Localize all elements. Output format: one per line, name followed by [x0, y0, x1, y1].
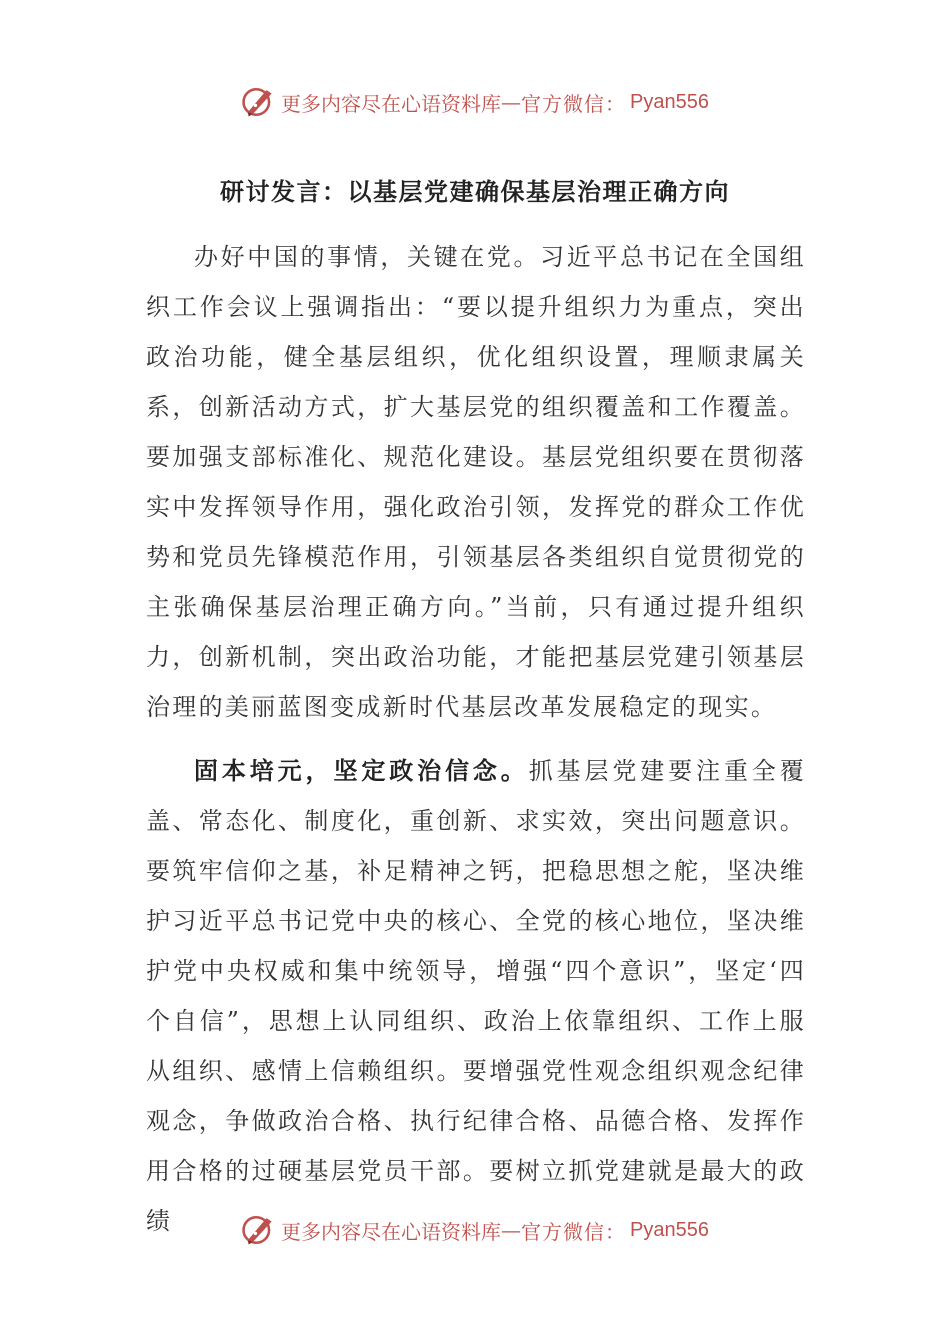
document-body — [146, 232, 806, 1246]
banner-main-text: 更多内容尽在心语资料库 — [281, 91, 502, 116]
document-title: 研讨发言：以基层党建确保基层治理正确方向 — [220, 178, 730, 206]
banner-wechat-label: 官方微信： — [521, 1219, 627, 1244]
banner-wechat-id: Pyan556 — [630, 90, 709, 113]
pen-nib-circle-icon — [241, 1213, 275, 1247]
paragraph-2-lead: 固本培元，坚定政治信念。 — [194, 757, 529, 785]
paragraph-2-text: 抓基层党建要注重全覆盖、常态化、制度化，重创新、求实效，突出问题意识。要筑牢信仰之基，补足精神之钙，把稳思想之舵，坚决维护习近平总书记党中央的核心、全党的核心地位，坚决维护党中央权威和集中统领导，增强“四个意识”，坚定‘四个自信”，思想上认同组织、政治上依靠组织、工作上服从组织、感情上信赖组织。要增强党性观念组织观念纪律观念，争做政治合格、执行纪律合格、品德合格、发挥作用合格的过硬基层党员干部。要树立抓党建就是最大的政绩 — [146, 757, 806, 1235]
banner-wechat-id: Pyan556 — [630, 1218, 709, 1241]
paragraph-2 — [146, 746, 806, 1246]
header-watermark-banner — [0, 82, 950, 122]
pen-nib-circle-icon — [241, 85, 275, 119]
paragraph-1 — [146, 232, 806, 732]
footer-watermark-banner — [0, 1210, 950, 1250]
banner-dash: — — [501, 1218, 522, 1242]
paragraph-1-text: 办好中国的事情，关键在党。习近平总书记在全国组织工作会议上强调指出：“要以提升组织力为重点，突出政治功能，健全基层组织，优化组织设置，理顺隶属关系，创新活动方式，扩大基层党的组织覆盖和工作覆盖。要加强支部标准化、规范化建设。基层党组织要在贯彻落实中发挥领导作用，强化政治引领，发挥党的群众工作优势和党员先锋模范作用，引领基层各类组织自觉贯彻党的主张确保基层治理正确方向。”当前，只有通过提升组织力，创新机制，突出政治功能，才能把基层党建引领基层治理的美丽蓝图变成新时代基层改革发展稳定的现实。 — [146, 243, 806, 721]
banner-wechat-label: 官方微信： — [521, 91, 627, 116]
banner-dash: — — [501, 90, 522, 114]
banner-main-text: 更多内容尽在心语资料库 — [281, 1219, 502, 1244]
